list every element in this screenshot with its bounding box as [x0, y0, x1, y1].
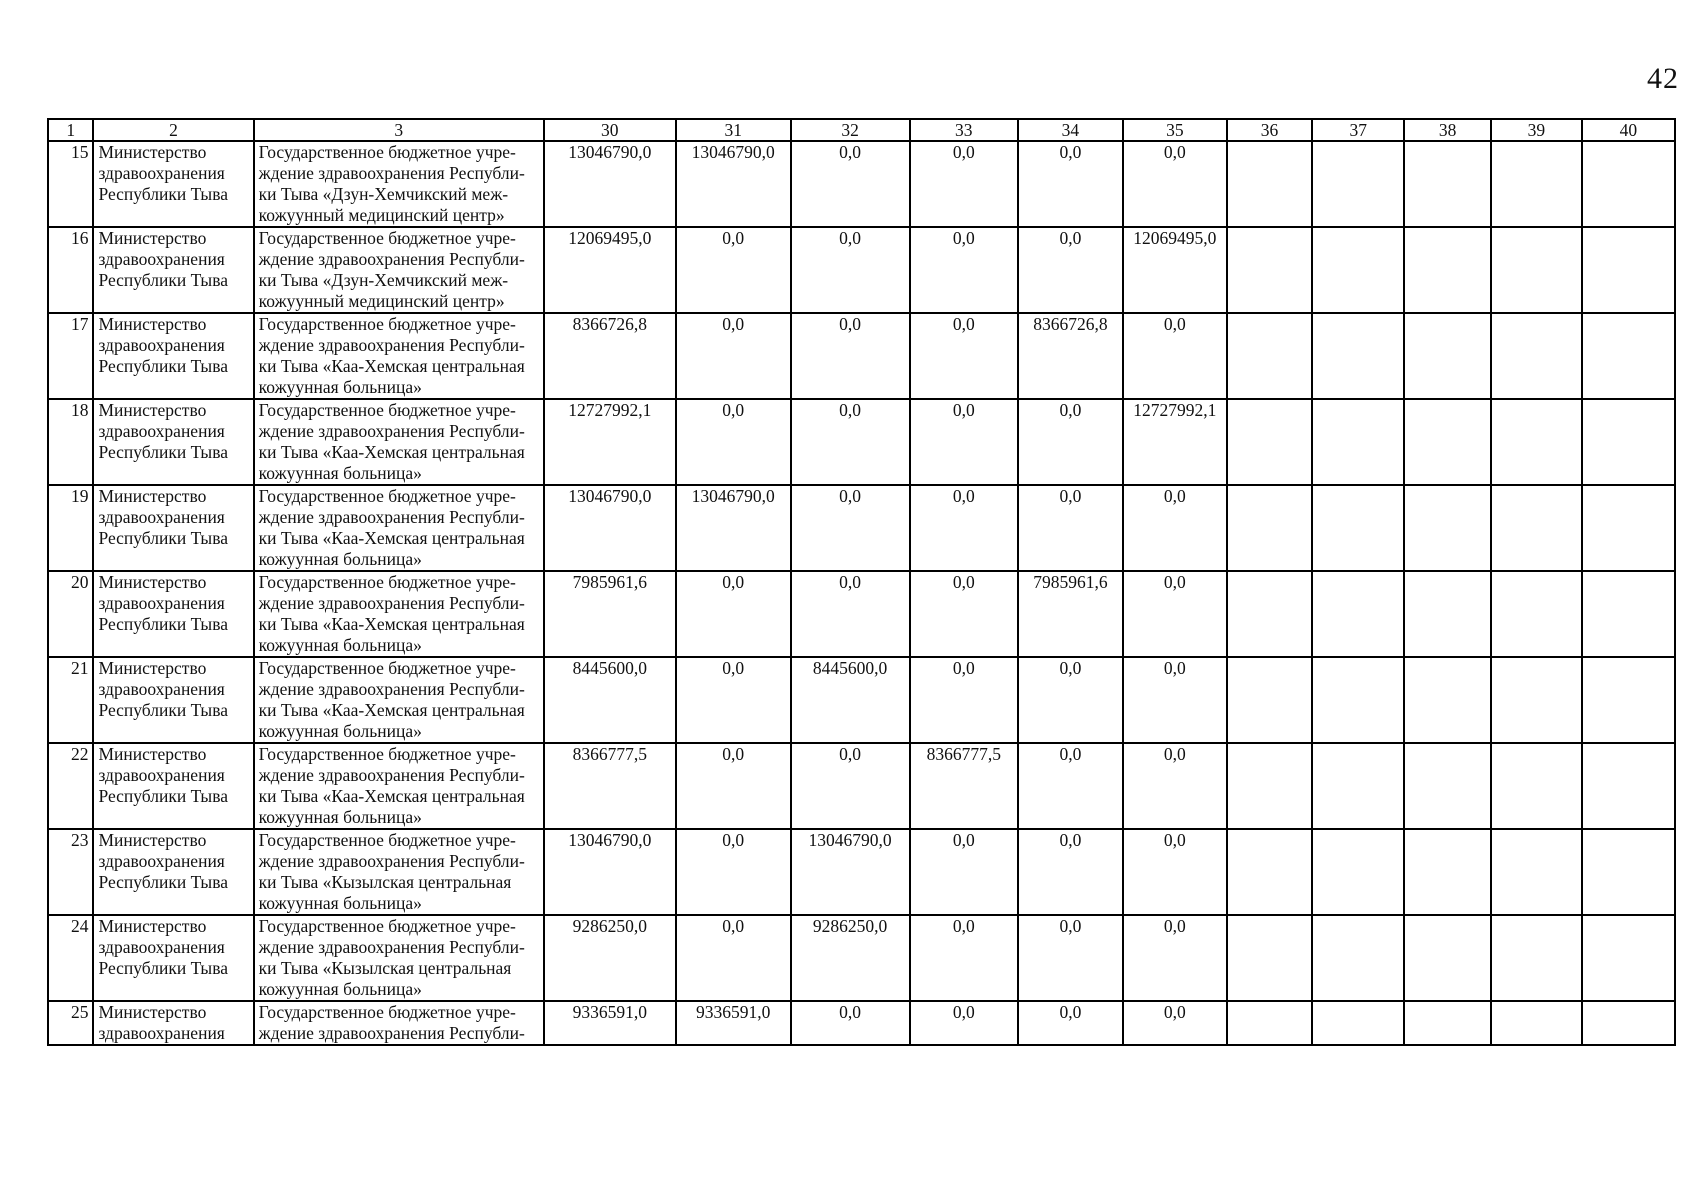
empty-cell: [1491, 313, 1582, 399]
table-row: [48, 227, 1675, 313]
empty-cell: [1227, 227, 1313, 313]
empty-cell: [1582, 571, 1675, 657]
row-number-cell: 18: [48, 399, 93, 485]
empty-cell: [1491, 1001, 1582, 1045]
table-row: [48, 743, 1675, 829]
empty-cell: [1404, 657, 1491, 743]
row-number-cell: 23: [48, 829, 93, 915]
value-cell-c35: 0,0: [1123, 915, 1227, 1001]
header-row: [48, 119, 1675, 141]
value-cell-c33: 0,0: [910, 399, 1018, 485]
value-cell-c31: 13046790,0: [676, 485, 791, 571]
empty-cell: [1227, 657, 1313, 743]
empty-cell: [1491, 399, 1582, 485]
value-cell-c33: 0,0: [910, 657, 1018, 743]
value-cell-c30: 12727992,1: [544, 399, 676, 485]
empty-cell: [1404, 141, 1491, 227]
institution-cell: Государственное бюджетное учре- ждение здравоохранения Республи- ки Тыва «Каа-Хемская центральная кожуунная больница»: [254, 657, 544, 743]
row-number-cell: 22: [48, 743, 93, 829]
empty-cell: [1312, 915, 1404, 1001]
empty-cell: [1227, 141, 1313, 227]
value-cell-c31: 0,0: [676, 915, 791, 1001]
value-cell-c33: 0,0: [910, 915, 1018, 1001]
value-cell-c32: 0,0: [791, 485, 910, 571]
value-cell-c32: 0,0: [791, 571, 910, 657]
ministry-cell: Министерство здравоохранения Республики Тыва: [93, 399, 253, 485]
table-row: [48, 313, 1675, 399]
row-number-cell: 25: [48, 1001, 93, 1045]
value-cell-c30: 9336591,0: [544, 1001, 676, 1045]
value-cell-c32: 0,0: [791, 399, 910, 485]
value-cell-c30: 8366777,5: [544, 743, 676, 829]
empty-cell: [1312, 1001, 1404, 1045]
institution-cell: Государственное бюджетное учре- ждение здравоохранения Республи- ки Тыва «Дзун-Хемчикский меж- кожуунный медицинский центр»: [254, 141, 544, 227]
empty-cell: [1491, 657, 1582, 743]
ministry-cell: Министерство здравоохранения Республики Тыва: [93, 141, 253, 227]
empty-cell: [1582, 141, 1675, 227]
institution-cell: Государственное бюджетное учре- ждение здравоохранения Республи- ки Тыва «Каа-Хемская центральная кожуунная больница»: [254, 571, 544, 657]
value-cell-c30: 9286250,0: [544, 915, 676, 1001]
value-cell-c35: 12727992,1: [1123, 399, 1227, 485]
table-row: [48, 829, 1675, 915]
empty-cell: [1491, 743, 1582, 829]
empty-cell: [1582, 313, 1675, 399]
value-cell-c32: 9286250,0: [791, 915, 910, 1001]
empty-cell: [1227, 829, 1313, 915]
ministry-cell: Министерство здравоохранения Республики Тыва: [93, 743, 253, 829]
value-cell-c31: 0,0: [676, 571, 791, 657]
column-header: 34: [1018, 119, 1123, 141]
value-cell-c31: 0,0: [676, 227, 791, 313]
column-header: 36: [1227, 119, 1313, 141]
empty-cell: [1404, 829, 1491, 915]
empty-cell: [1312, 743, 1404, 829]
column-header: 2: [93, 119, 253, 141]
row-number-cell: 17: [48, 313, 93, 399]
value-cell-c30: 13046790,0: [544, 485, 676, 571]
institution-cell: Государственное бюджетное учре- ждение здравоохранения Республи-: [254, 1001, 544, 1045]
ministry-cell: Министерство здравоохранения Республики Тыва: [93, 485, 253, 571]
table-row: [48, 571, 1675, 657]
ministry-cell: Министерство здравоохранения: [93, 1001, 253, 1045]
column-header: 40: [1582, 119, 1675, 141]
column-header: 1: [48, 119, 93, 141]
empty-cell: [1582, 829, 1675, 915]
empty-cell: [1404, 399, 1491, 485]
empty-cell: [1227, 313, 1313, 399]
empty-cell: [1491, 915, 1582, 1001]
value-cell-c33: 0,0: [910, 571, 1018, 657]
value-cell-c31: 0,0: [676, 399, 791, 485]
value-cell-c34: 8366726,8: [1018, 313, 1123, 399]
value-cell-c32: 0,0: [791, 743, 910, 829]
value-cell-c33: 0,0: [910, 829, 1018, 915]
value-cell-c32: 13046790,0: [791, 829, 910, 915]
institution-cell: Государственное бюджетное учре- ждение здравоохранения Республи- ки Тыва «Каа-Хемская центральная кожуунная больница»: [254, 485, 544, 571]
row-number-cell: 16: [48, 227, 93, 313]
empty-cell: [1491, 141, 1582, 227]
empty-cell: [1312, 829, 1404, 915]
value-cell-c35: 0,0: [1123, 141, 1227, 227]
value-cell-c32: 8445600,0: [791, 657, 910, 743]
value-cell-c35: 0,0: [1123, 313, 1227, 399]
column-header: 32: [791, 119, 910, 141]
empty-cell: [1582, 399, 1675, 485]
ministry-cell: Министерство здравоохранения Республики Тыва: [93, 571, 253, 657]
value-cell-c30: 8366726,8: [544, 313, 676, 399]
value-cell-c35: 0,0: [1123, 657, 1227, 743]
budget-table: [47, 118, 1676, 1046]
table-row: [48, 141, 1675, 227]
page-number: 42: [1647, 62, 1679, 95]
empty-cell: [1491, 227, 1582, 313]
value-cell-c33: 0,0: [910, 227, 1018, 313]
institution-cell: Государственное бюджетное учре- ждение здравоохранения Республи- ки Тыва «Кызылская центральная кожуунная больница»: [254, 829, 544, 915]
table-row: [48, 657, 1675, 743]
value-cell-c34: 0,0: [1018, 227, 1123, 313]
column-header: 38: [1404, 119, 1491, 141]
institution-cell: Государственное бюджетное учре- ждение здравоохранения Республи- ки Тыва «Каа-Хемская центральная кожуунная больница»: [254, 399, 544, 485]
column-header: 35: [1123, 119, 1227, 141]
row-number-cell: 15: [48, 141, 93, 227]
row-number-cell: 24: [48, 915, 93, 1001]
empty-cell: [1312, 399, 1404, 485]
ministry-cell: Министерство здравоохранения Республики Тыва: [93, 915, 253, 1001]
empty-cell: [1582, 485, 1675, 571]
value-cell-c35: 12069495,0: [1123, 227, 1227, 313]
ministry-cell: Министерство здравоохранения Республики Тыва: [93, 829, 253, 915]
empty-cell: [1404, 1001, 1491, 1045]
value-cell-c33: 0,0: [910, 485, 1018, 571]
value-cell-c34: 0,0: [1018, 485, 1123, 571]
empty-cell: [1312, 657, 1404, 743]
value-cell-c30: 12069495,0: [544, 227, 676, 313]
empty-cell: [1404, 227, 1491, 313]
value-cell-c30: 13046790,0: [544, 141, 676, 227]
value-cell-c33: 0,0: [910, 1001, 1018, 1045]
empty-cell: [1582, 915, 1675, 1001]
empty-cell: [1404, 743, 1491, 829]
row-number-cell: 21: [48, 657, 93, 743]
empty-cell: [1404, 571, 1491, 657]
value-cell-c31: 0,0: [676, 829, 791, 915]
empty-cell: [1491, 829, 1582, 915]
value-cell-c31: 0,0: [676, 313, 791, 399]
value-cell-c32: 0,0: [791, 313, 910, 399]
value-cell-c35: 0,0: [1123, 485, 1227, 571]
empty-cell: [1227, 399, 1313, 485]
institution-cell: Государственное бюджетное учре- ждение здравоохранения Республи- ки Тыва «Каа-Хемская центральная кожуунная больница»: [254, 743, 544, 829]
value-cell-c35: 0,0: [1123, 829, 1227, 915]
table-body: [48, 141, 1675, 1045]
value-cell-c34: 0,0: [1018, 915, 1123, 1001]
column-header: 31: [676, 119, 791, 141]
ministry-cell: Министерство здравоохранения Республики Тыва: [93, 657, 253, 743]
table-row: [48, 485, 1675, 571]
value-cell-c33: 0,0: [910, 313, 1018, 399]
empty-cell: [1582, 657, 1675, 743]
value-cell-c34: 7985961,6: [1018, 571, 1123, 657]
empty-cell: [1227, 571, 1313, 657]
value-cell-c34: 0,0: [1018, 743, 1123, 829]
value-cell-c34: 0,0: [1018, 141, 1123, 227]
value-cell-c30: 8445600,0: [544, 657, 676, 743]
column-header: 39: [1491, 119, 1582, 141]
empty-cell: [1582, 743, 1675, 829]
value-cell-c35: 0,0: [1123, 571, 1227, 657]
value-cell-c33: 8366777,5: [910, 743, 1018, 829]
value-cell-c33: 0,0: [910, 141, 1018, 227]
institution-cell: Государственное бюджетное учре- ждение здравоохранения Республи- ки Тыва «Каа-Хемская центральная кожуунная больница»: [254, 313, 544, 399]
column-header: 30: [544, 119, 676, 141]
value-cell-c32: 0,0: [791, 1001, 910, 1045]
empty-cell: [1312, 141, 1404, 227]
value-cell-c35: 0,0: [1123, 743, 1227, 829]
empty-cell: [1404, 915, 1491, 1001]
empty-cell: [1312, 485, 1404, 571]
column-header: 37: [1312, 119, 1404, 141]
ministry-cell: Министерство здравоохранения Республики Тыва: [93, 227, 253, 313]
empty-cell: [1227, 485, 1313, 571]
empty-cell: [1227, 915, 1313, 1001]
value-cell-c31: 0,0: [676, 743, 791, 829]
empty-cell: [1582, 227, 1675, 313]
value-cell-c32: 0,0: [791, 141, 910, 227]
value-cell-c35: 0,0: [1123, 1001, 1227, 1045]
value-cell-c31: 0,0: [676, 657, 791, 743]
empty-cell: [1312, 571, 1404, 657]
value-cell-c31: 9336591,0: [676, 1001, 791, 1045]
table-row: [48, 399, 1675, 485]
empty-cell: [1312, 313, 1404, 399]
empty-cell: [1404, 485, 1491, 571]
table-row: [48, 1001, 1675, 1045]
value-cell-c34: 0,0: [1018, 1001, 1123, 1045]
value-cell-c32: 0,0: [791, 227, 910, 313]
row-number-cell: 19: [48, 485, 93, 571]
value-cell-c34: 0,0: [1018, 399, 1123, 485]
empty-cell: [1227, 743, 1313, 829]
empty-cell: [1227, 1001, 1313, 1045]
institution-cell: Государственное бюджетное учре- ждение здравоохранения Республи- ки Тыва «Дзун-Хемчикский меж- кожуунный медицинский центр»: [254, 227, 544, 313]
empty-cell: [1491, 571, 1582, 657]
empty-cell: [1491, 485, 1582, 571]
value-cell-c34: 0,0: [1018, 829, 1123, 915]
column-header: 33: [910, 119, 1018, 141]
ministry-cell: Министерство здравоохранения Республики Тыва: [93, 313, 253, 399]
value-cell-c30: 7985961,6: [544, 571, 676, 657]
value-cell-c30: 13046790,0: [544, 829, 676, 915]
institution-cell: Государственное бюджетное учре- ждение здравоохранения Республи- ки Тыва «Кызылская центральная кожуунная больница»: [254, 915, 544, 1001]
value-cell-c31: 13046790,0: [676, 141, 791, 227]
row-number-cell: 20: [48, 571, 93, 657]
empty-cell: [1404, 313, 1491, 399]
table-row: [48, 915, 1675, 1001]
column-header: 3: [254, 119, 544, 141]
empty-cell: [1582, 1001, 1675, 1045]
value-cell-c34: 0,0: [1018, 657, 1123, 743]
empty-cell: [1312, 227, 1404, 313]
